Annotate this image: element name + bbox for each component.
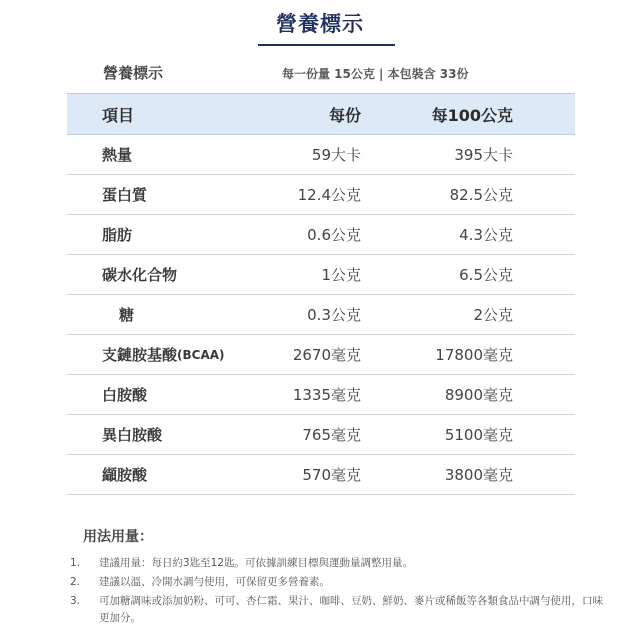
row-name: 熱量 [102, 146, 133, 164]
usage-list [70, 555, 610, 629]
nutrition-label-heading: 營養標示 [103, 64, 164, 82]
row-per-serving: 0.3公克 [307, 306, 361, 324]
row-per-serving: 570毫克 [302, 466, 361, 484]
row-per-serving: 1公克 [321, 266, 361, 284]
row-per-100g: 395大卡 [454, 146, 513, 164]
row-per-100g: 5100毫克 [444, 426, 513, 444]
row-per-100g: 17800毫克 [435, 346, 513, 364]
row-name: 異白胺酸 [102, 426, 163, 444]
row-per-serving: 12.4公克 [297, 186, 361, 204]
usage-item [70, 574, 610, 591]
row-name: 白胺酸 [102, 386, 148, 404]
table-row [67, 375, 575, 415]
table-row [67, 215, 575, 255]
row-per-serving: 1335毫克 [292, 386, 361, 404]
table-row [67, 135, 575, 175]
usage-item-number: 1. [70, 557, 81, 569]
column-header-item: 項目 [102, 105, 135, 125]
usage-item-number: 3. [70, 595, 81, 607]
usage-item [70, 555, 610, 572]
row-per-serving: 59大卡 [311, 146, 361, 164]
page-title: 營養標示 [276, 12, 364, 36]
table-row [67, 415, 575, 455]
table-header [67, 93, 575, 135]
table-row [67, 255, 575, 295]
row-per-serving: 765毫克 [302, 426, 361, 444]
row-per-100g: 4.3公克 [459, 226, 513, 244]
usage-item-number: 2. [70, 576, 81, 588]
usage-item-text: 建議用量：每日約3匙至12匙。可依據訓練目標與運動量調整用量。 [99, 557, 414, 569]
column-header-per-serving: 每份 [328, 105, 361, 125]
row-name: 纈胺酸 [102, 466, 148, 484]
row-per-100g: 6.5公克 [459, 266, 513, 284]
row-name: 碳水化合物 [102, 266, 178, 284]
row-per-serving: 2670毫克 [292, 346, 361, 364]
row-name-suffix: (BCAA) [177, 347, 225, 362]
row-name: 蛋白質 [102, 186, 148, 204]
column-header-per-100g: 每100公克 [431, 105, 513, 125]
row-per-serving: 0.6公克 [307, 226, 361, 244]
usage-heading: 用法用量： [83, 529, 153, 545]
title-underline [258, 44, 395, 46]
serving-info: 每一份量 15公克 | 本包裝含 33份 [282, 67, 469, 81]
table-row [67, 455, 575, 495]
table-row [67, 335, 575, 375]
row-per-100g: 2公克 [473, 306, 513, 324]
row-per-100g: 3800毫克 [444, 466, 513, 484]
row-per-100g: 8900毫克 [444, 386, 513, 404]
row-per-100g: 82.5公克 [449, 186, 513, 204]
row-name: 脂肪 [102, 226, 133, 244]
usage-item-text: 建議以溫、冷開水調勻使用，可保留更多營養素。 [99, 576, 330, 588]
row-name-main: 支鏈胺基酸 [102, 346, 178, 364]
nutrition-table [67, 93, 575, 495]
usage-item [70, 593, 610, 627]
usage-item-text: 可加糖調味或添加奶粉、可可、杏仁霜、果汁、咖啡、豆奶、鮮奶、麥片或稀飯等各類食品中調勻使用，口味更加分。 [99, 595, 603, 624]
row-name [102, 335, 225, 374]
row-name: 糖 [119, 306, 135, 324]
table-row [67, 295, 575, 335]
table-row [67, 175, 575, 215]
